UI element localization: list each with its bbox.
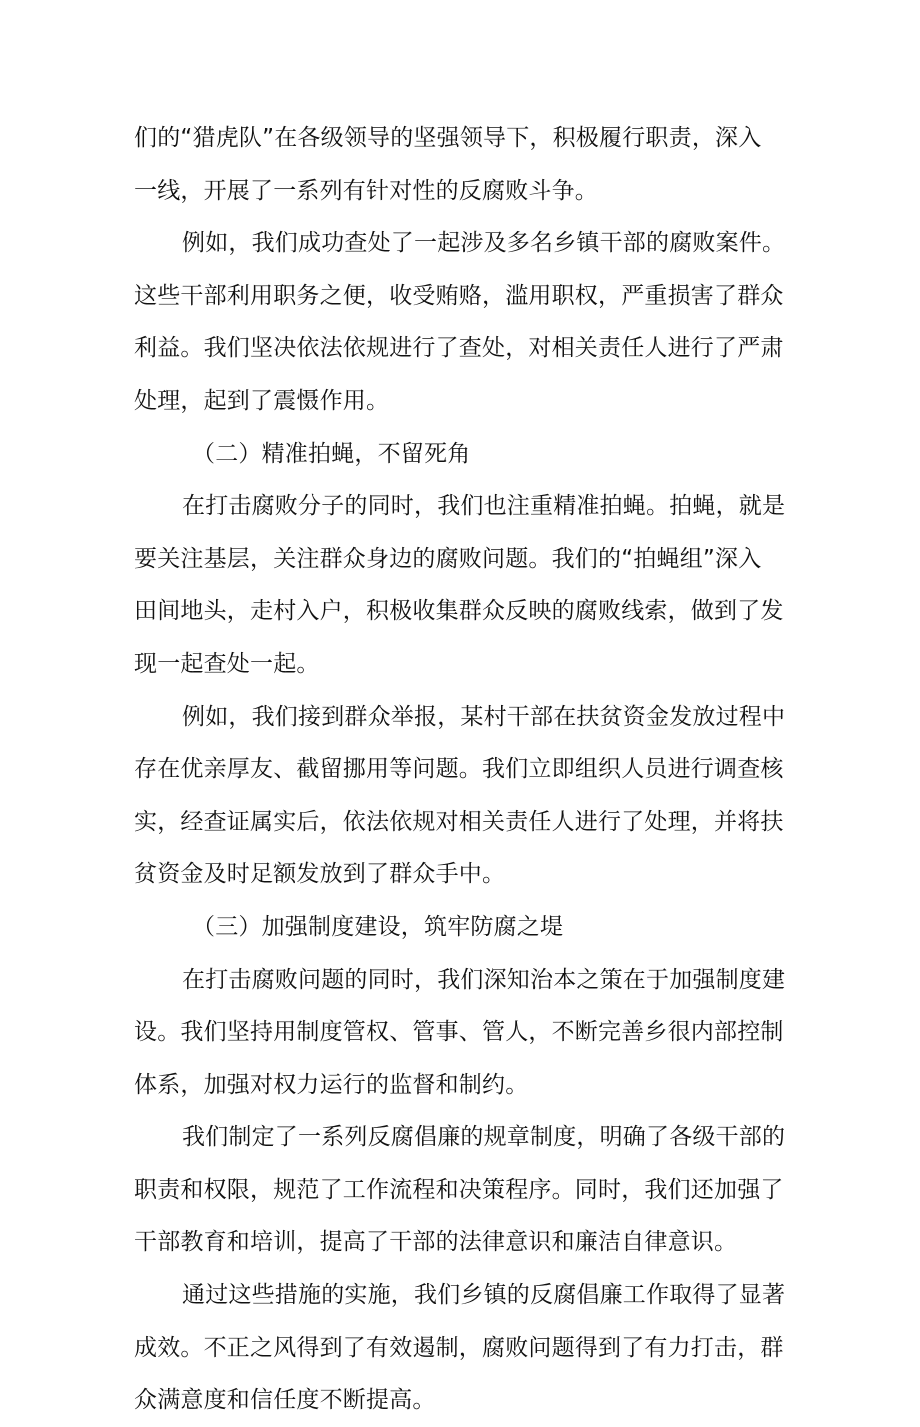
text-line: 要关注基层，关注群众身边的腐败问题。我们的“拍蝇组”深入 bbox=[134, 545, 762, 572]
paragraph-start-line: 在打击腐败分子的同时，我们也注重精准拍蝇。拍蝇，就是 bbox=[182, 493, 786, 520]
text-line: 成效。不正之风得到了有效遏制，腐败问题得到了有力打击，群 bbox=[134, 1334, 784, 1361]
text-line: 体系，加强对权力运行的监督和制约。 bbox=[134, 1071, 529, 1098]
text-line: 实，经查证属实后，依法依规对相关责任人进行了处理，并将扶 bbox=[134, 808, 784, 835]
paragraph-start-line: 我们制定了一系列反腐倡廉的规章制度，明确了各级干部的 bbox=[182, 1124, 786, 1151]
text-line: 职责和权限，规范了工作流程和决策程序。同时，我们还加强了 bbox=[134, 1176, 784, 1203]
text-line: 设。我们坚持用制度管权、管事、管人，不断完善乡很内部控制 bbox=[134, 1019, 784, 1046]
text-line: 存在优亲厚友、截留挪用等问题。我们立即组织人员进行调查核 bbox=[134, 756, 784, 783]
text-line: 现一起查处一起。 bbox=[134, 650, 320, 677]
text-line: 一线，开展了一系列有针对性的反腐败斗争。 bbox=[134, 177, 598, 204]
text-line: 们的“猎虎队”在各级领导的坚强领导下，积极履行职责，深入 bbox=[134, 125, 762, 151]
paragraph-start-line: 例如，我们成功查处了一起涉及多名乡镇干部的腐败案件。 bbox=[182, 230, 786, 257]
paragraph-start-line: 例如，我们接到群众举报，某村干部在扶贫资金发放过程中 bbox=[182, 703, 786, 730]
section-heading: （二）精准拍蝇，不留死角 bbox=[192, 440, 471, 467]
text-line: 干部教育和培训，提高了干部的法律意识和廉洁自律意识。 bbox=[134, 1229, 738, 1256]
text-line: 众满意度和信任度不断提高。 bbox=[134, 1387, 436, 1414]
text-line: 利益。我们坚决依法依规进行了查处，对相关责任人进行了严肃 bbox=[134, 335, 784, 362]
text-line: 田间地头，走村入户，积极收集群众反映的腐败线索，做到了发 bbox=[134, 598, 784, 625]
section-heading: （三）加强制度建设，筑牢防腐之堤 bbox=[192, 913, 564, 940]
text-line: 处理，起到了震慑作用。 bbox=[134, 387, 390, 414]
paragraph-start-line: 在打击腐败问题的同时，我们深知治本之策在于加强制度建 bbox=[182, 966, 786, 993]
text-line: 这些干部利用职务之便，收受贿赂，滥用职权，严重损害了群众 bbox=[134, 282, 784, 309]
paragraph-start-line: 通过这些措施的实施，我们乡镇的反腐倡廉工作取得了显著 bbox=[182, 1282, 786, 1309]
document-body bbox=[134, 112, 788, 1427]
text-line: 贫资金及时足额发放到了群众手中。 bbox=[134, 861, 506, 888]
